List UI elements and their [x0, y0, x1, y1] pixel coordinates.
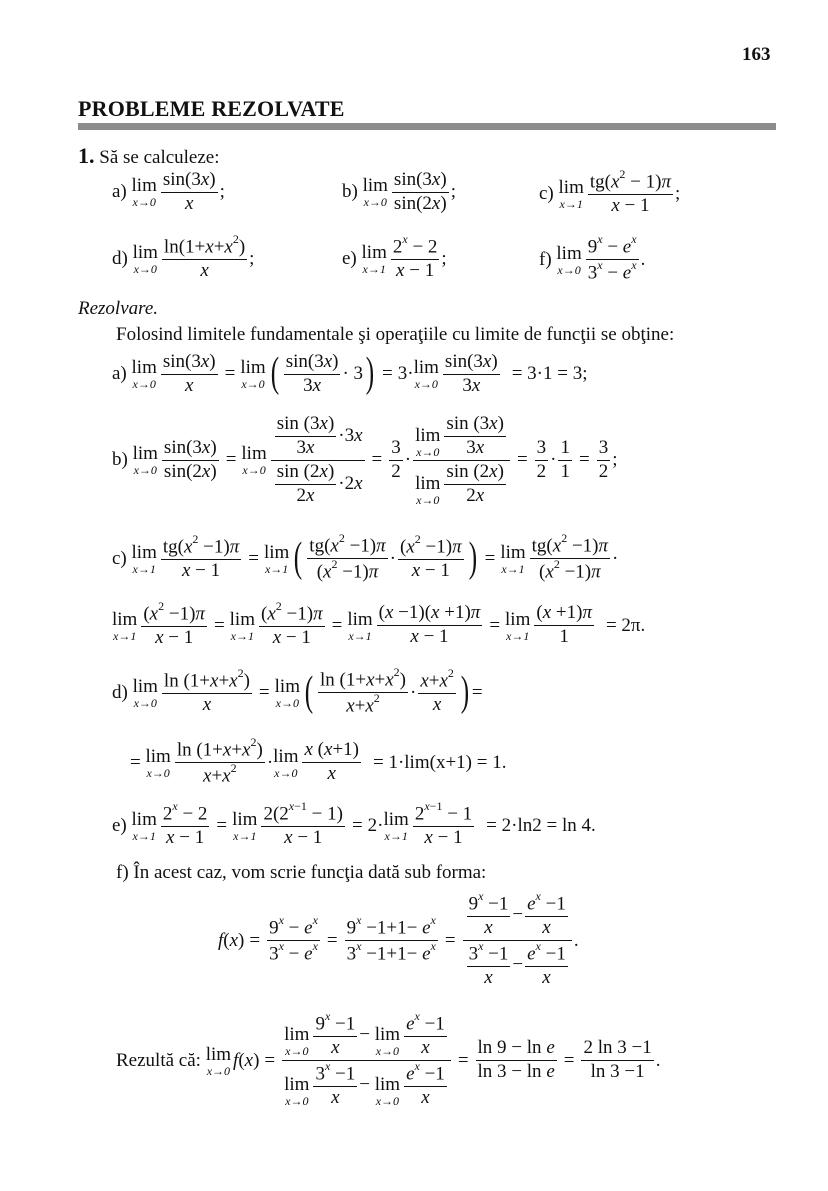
solution-c: c) lim x→1 $\frac{tg(x^2 -1)\pi}{x - 1}$ = lim x→1 ( $\frac{tg(x^2 -1)\pi}{(x^2 -1)\pi}$ · $\frac{(x^2 -1)\pi}{x - 1}$ ) = lim x→1 $\frac{tg(x^2 -1)\pi}{(x^2 -1)\pi}$ · [112, 531, 619, 583]
result-d: = 1·lim(x+1) = 1. [372, 751, 507, 773]
label-a: a) [112, 181, 127, 203]
problem-header [78, 143, 220, 169]
label-e: e) [342, 247, 357, 269]
solution-b: b) lim x→0 $\frac{\sin(3x)}{\sin(2x)}$ = lim x→0 $\frac{\sin (3x)}{3x}$ ·3x $\frac{\sin (2x)}{2x}$ ·2x = $\frac{3}{2}$ · lim x→0 $\frac{\sin (3x)}{3x}$ lim x→0 $\frac{\sin (2x)}{2x}$ = $\frac{3}{2}$ · $\frac{1}{1}$ = $\frac{3}{2}$ ; [112, 413, 618, 507]
problem-c: c) lim x→1 $\frac{tg(x^2 - 1)\pi}{x - 1}$ ; [539, 167, 681, 217]
solution-heading: Rezolvare. [78, 298, 159, 319]
problem-statement: Să se calculeze: [99, 147, 220, 168]
page-number: 163 [742, 44, 771, 65]
solution-e: e) lim x→1 $\frac{2^x - 2}{x - 1}$ = lim x→1 $\frac{2(2^{x-1} - 1)}{x - 1}$ = 2· lim x→1 $\frac{2^{x-1} - 1}{x - 1}$ = 2·ln2 = ln 4. [112, 799, 596, 849]
label-c: c) [539, 182, 554, 204]
section-title: PROBLEME REZOLVATE [78, 96, 345, 121]
solution-f-result: Rezultă că: lim x→0 f ( x ) = lim x→0 $\frac{9^x -1}{x}$ − lim x→0 $\frac{e^x -1}{x}$ lim x→0 $\frac{3^x -1}{x}$ − lim x→0 $\frac{e^x -1}{x}$ = $\frac{\text{ln 9 − ln e}}{\text{ln 3 − ln e}}$ = $\frac{2 \ln 3 -1}{\ln 3 -1}$ . [116, 1009, 661, 1109]
solution-f-form: f ( x ) = $\frac{9^x - e^x}{3^x - e^x}$ = $\frac{9^x -1+1- e^x}{3^x -1+1- e^x}$ = $\frac{9^x -1}{x}$ − $\frac{e^x -1}{x}$ $\frac{3^x -1}{x}$ − $\frac{e^x -1}{x}$ . [218, 889, 579, 989]
solution-a: a) lim x→0 $\frac{\sin(3x)}{x}$ = lim x→0 ( $\frac{\sin(3x)}{3x}$ · 3 ) = 3· lim x→0 $\frac{\sin(3x)}{3x}$ = 3·1 = 3; [112, 350, 588, 397]
result-c: = 2π. [605, 614, 646, 636]
problem-d: d) lim x→0 $\frac{\ln(1+x+x^2)}{x}$ ; [112, 232, 255, 282]
result-e: = 2·ln2 = ln 4. [486, 814, 596, 836]
problem-a: a) lim x→0 $\frac{\sin(3x)}{x}$ ; [112, 169, 225, 214]
label-f: f) [539, 248, 552, 270]
solution-d: d) lim x→0 $\frac{\ln (1+x+x^2)}{x}$ = lim x→0 ( $\frac{\ln (1+x+x^2)}{x+x^2}$ · $\frac{x+x^2}{x}$ ) = [112, 665, 483, 717]
label-d: d) [112, 247, 128, 269]
result-a: = 3·1 = 3; [511, 363, 588, 385]
problem-b: b) lim x→0 $\frac{\sin(3x)}{\sin(2x)}$ ; [342, 169, 456, 214]
problem-e: e) lim x→1 $\frac{2^x - 2}{x - 1}$ ; [342, 232, 447, 282]
problem-f: f) lim x→0 $\frac{9^x - e^x}{3^x - e^x}$ . [539, 232, 646, 284]
solution-c-cont: lim x→1 $\frac{(x^2 -1)\pi}{x - 1}$ = lim x→1 $\frac{(x^2 -1)\pi}{x - 1}$ = lim x→1 $\frac{(x -1)(x +1)\pi}{x - 1}$ = lim x→1 $\frac{(x +1)\pi}{1}$ = 2π. [112, 599, 646, 649]
result-label: Rezultă că: [116, 1049, 201, 1071]
solution-intro: Folosind limitele fundamentale şi operaţiile cu limite de funcţii se obţine: [116, 324, 675, 345]
label-b: b) [342, 181, 358, 203]
solution-f-intro: f) În acest caz, vom scrie funcţia dată sub forma: [116, 862, 487, 883]
section-rule [78, 123, 776, 130]
problem-number: 1. [78, 143, 95, 168]
solution-d-cont: = lim x→0 $\frac{\ln (1+x+x^2)}{x+x^2}$ · lim x→0 $\frac{x (x+1)}{x}$ = 1·lim(x+1) = 1. [130, 735, 507, 787]
